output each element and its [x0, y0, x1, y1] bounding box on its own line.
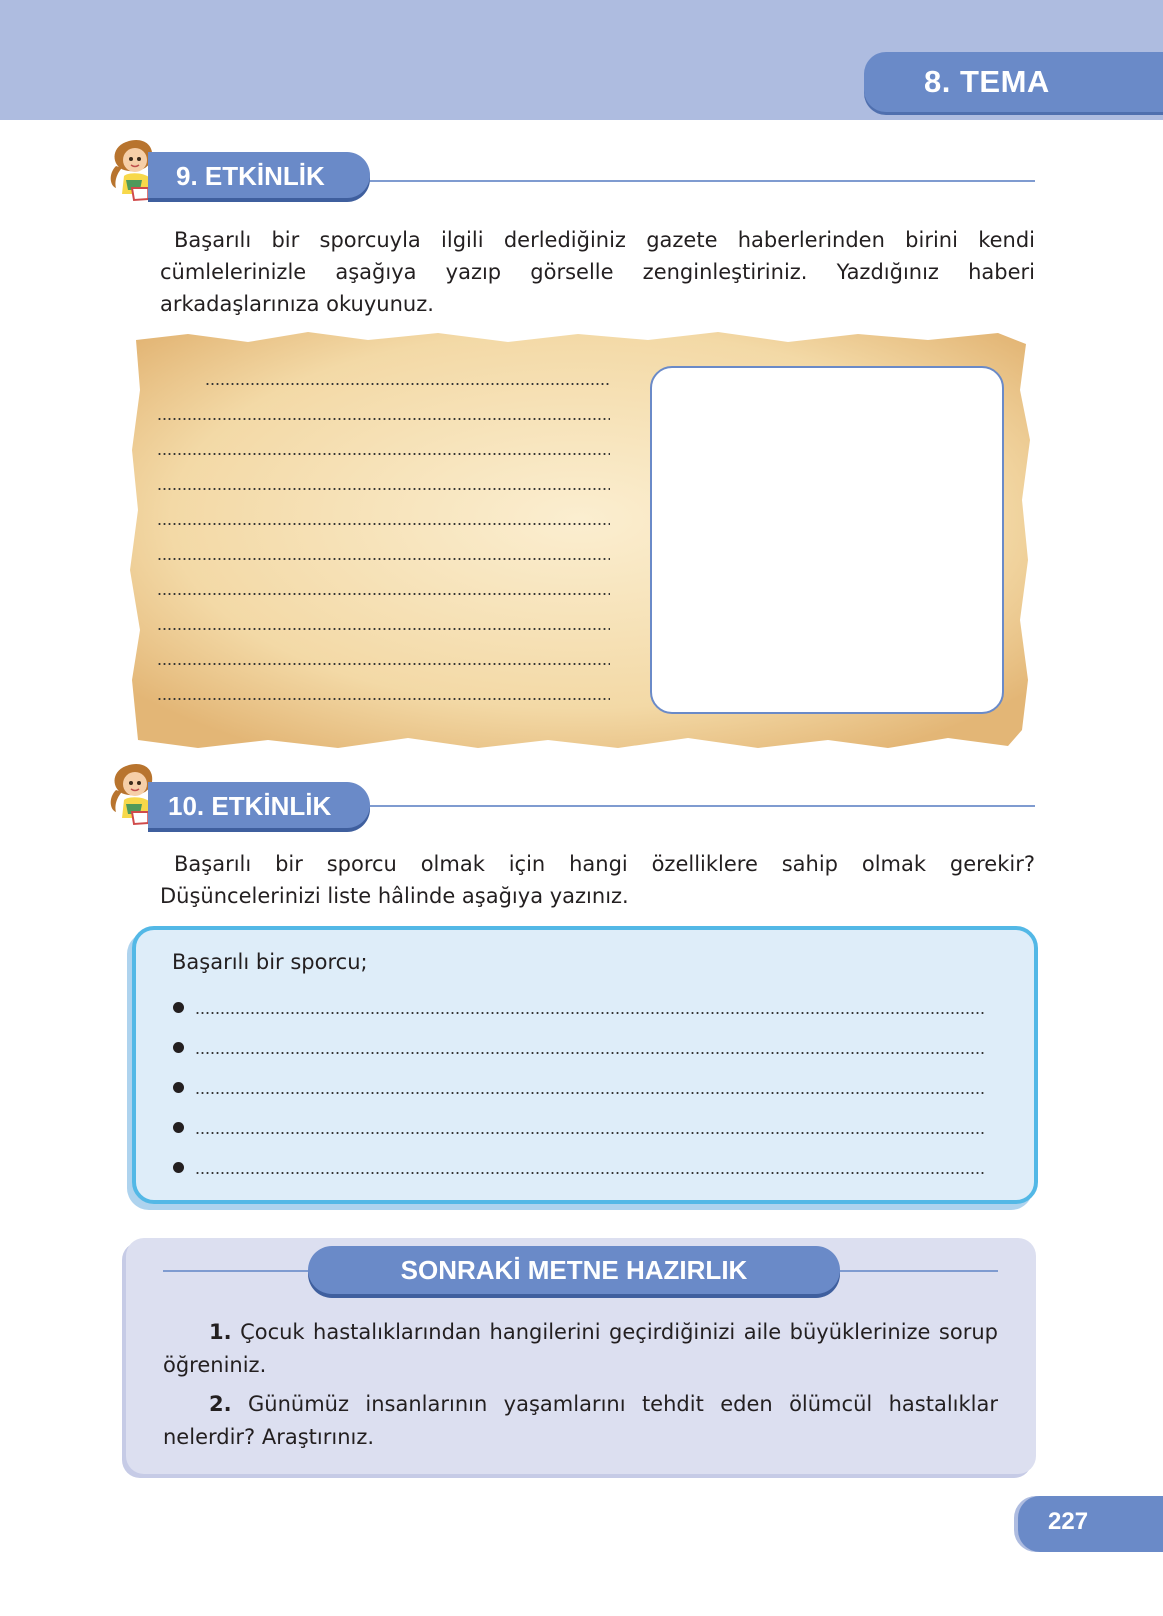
- next-text-prep-title: SONRAKİ METNE HAZIRLIK: [400, 1255, 748, 1285]
- writing-line[interactable]: [157, 628, 610, 630]
- theme-tab: [864, 52, 1163, 112]
- writing-line[interactable]: [157, 663, 610, 665]
- prep-item-number: 2.: [209, 1392, 232, 1416]
- activity10-instruction: Başarılı bir sporcu olmak için hangi özelliklere sahip olmak gerekir? Düşüncelerinizi liste hâlinde aşağıya yazınız.: [160, 852, 1035, 908]
- writing-line[interactable]: [157, 418, 610, 420]
- prep-item-1: [163, 1316, 998, 1382]
- prep-item-2: [163, 1388, 998, 1454]
- list-writing-line[interactable]: [195, 1092, 985, 1094]
- writing-line[interactable]: [157, 488, 610, 490]
- list-writing-line[interactable]: [195, 1172, 985, 1174]
- picture-frame[interactable]: [650, 366, 1004, 714]
- writing-line[interactable]: [157, 698, 610, 700]
- prep-item-number: 1.: [209, 1320, 232, 1344]
- bullet-icon: [173, 1042, 184, 1053]
- page-number-tab: [1018, 1496, 1163, 1552]
- next-text-prep-tab: [308, 1246, 840, 1294]
- prep-rule-left: [163, 1270, 311, 1272]
- writing-line[interactable]: [157, 453, 610, 455]
- page-number: 227: [1048, 1508, 1089, 1535]
- list-writing-line[interactable]: [195, 1132, 985, 1134]
- writing-line[interactable]: [157, 558, 610, 560]
- prep-item-text: Çocuk hastalıklarından hangilerini geçirdiğinizi aile büyüklerinize sorup öğreniniz.: [163, 1320, 998, 1377]
- bullet-icon: [173, 1082, 184, 1093]
- writing-line[interactable]: [205, 383, 610, 385]
- prep-rule-right: [838, 1270, 998, 1272]
- prep-item-text: Günümüz insanlarının yaşamlarını tehdit eden ölümcül hastalıklar nelerdir? Araştırınız.: [163, 1392, 998, 1449]
- activity9-rule: [370, 180, 1035, 182]
- bullet-icon: [173, 1002, 184, 1013]
- list-writing-line[interactable]: [195, 1052, 985, 1054]
- theme-label: 8. TEMA: [924, 64, 1050, 99]
- activity9-title: 9. ETKİNLİK: [176, 161, 325, 191]
- writing-line[interactable]: [157, 593, 610, 595]
- activity10-title: 10. ETKİNLİK: [168, 791, 332, 821]
- activity10-rule: [370, 805, 1035, 807]
- bullet-icon: [173, 1122, 184, 1133]
- bullet-icon: [173, 1162, 184, 1173]
- activity9-tab: [148, 152, 370, 198]
- activity9-instruction: Başarılı bir sporcuyla ilgili derlediğiniz gazete haberlerinden birini kendi cümlelerinizle aşağıya yazıp görselle zenginleştiriniz. Yazdığınız haberi arkadaşlarınıza okuyunuz.: [160, 228, 1035, 316]
- list-title: Başarılı bir sporcu;: [172, 950, 368, 974]
- writing-line[interactable]: [157, 523, 610, 525]
- list-writing-line[interactable]: [195, 1012, 985, 1014]
- activity10-tab: [148, 782, 370, 828]
